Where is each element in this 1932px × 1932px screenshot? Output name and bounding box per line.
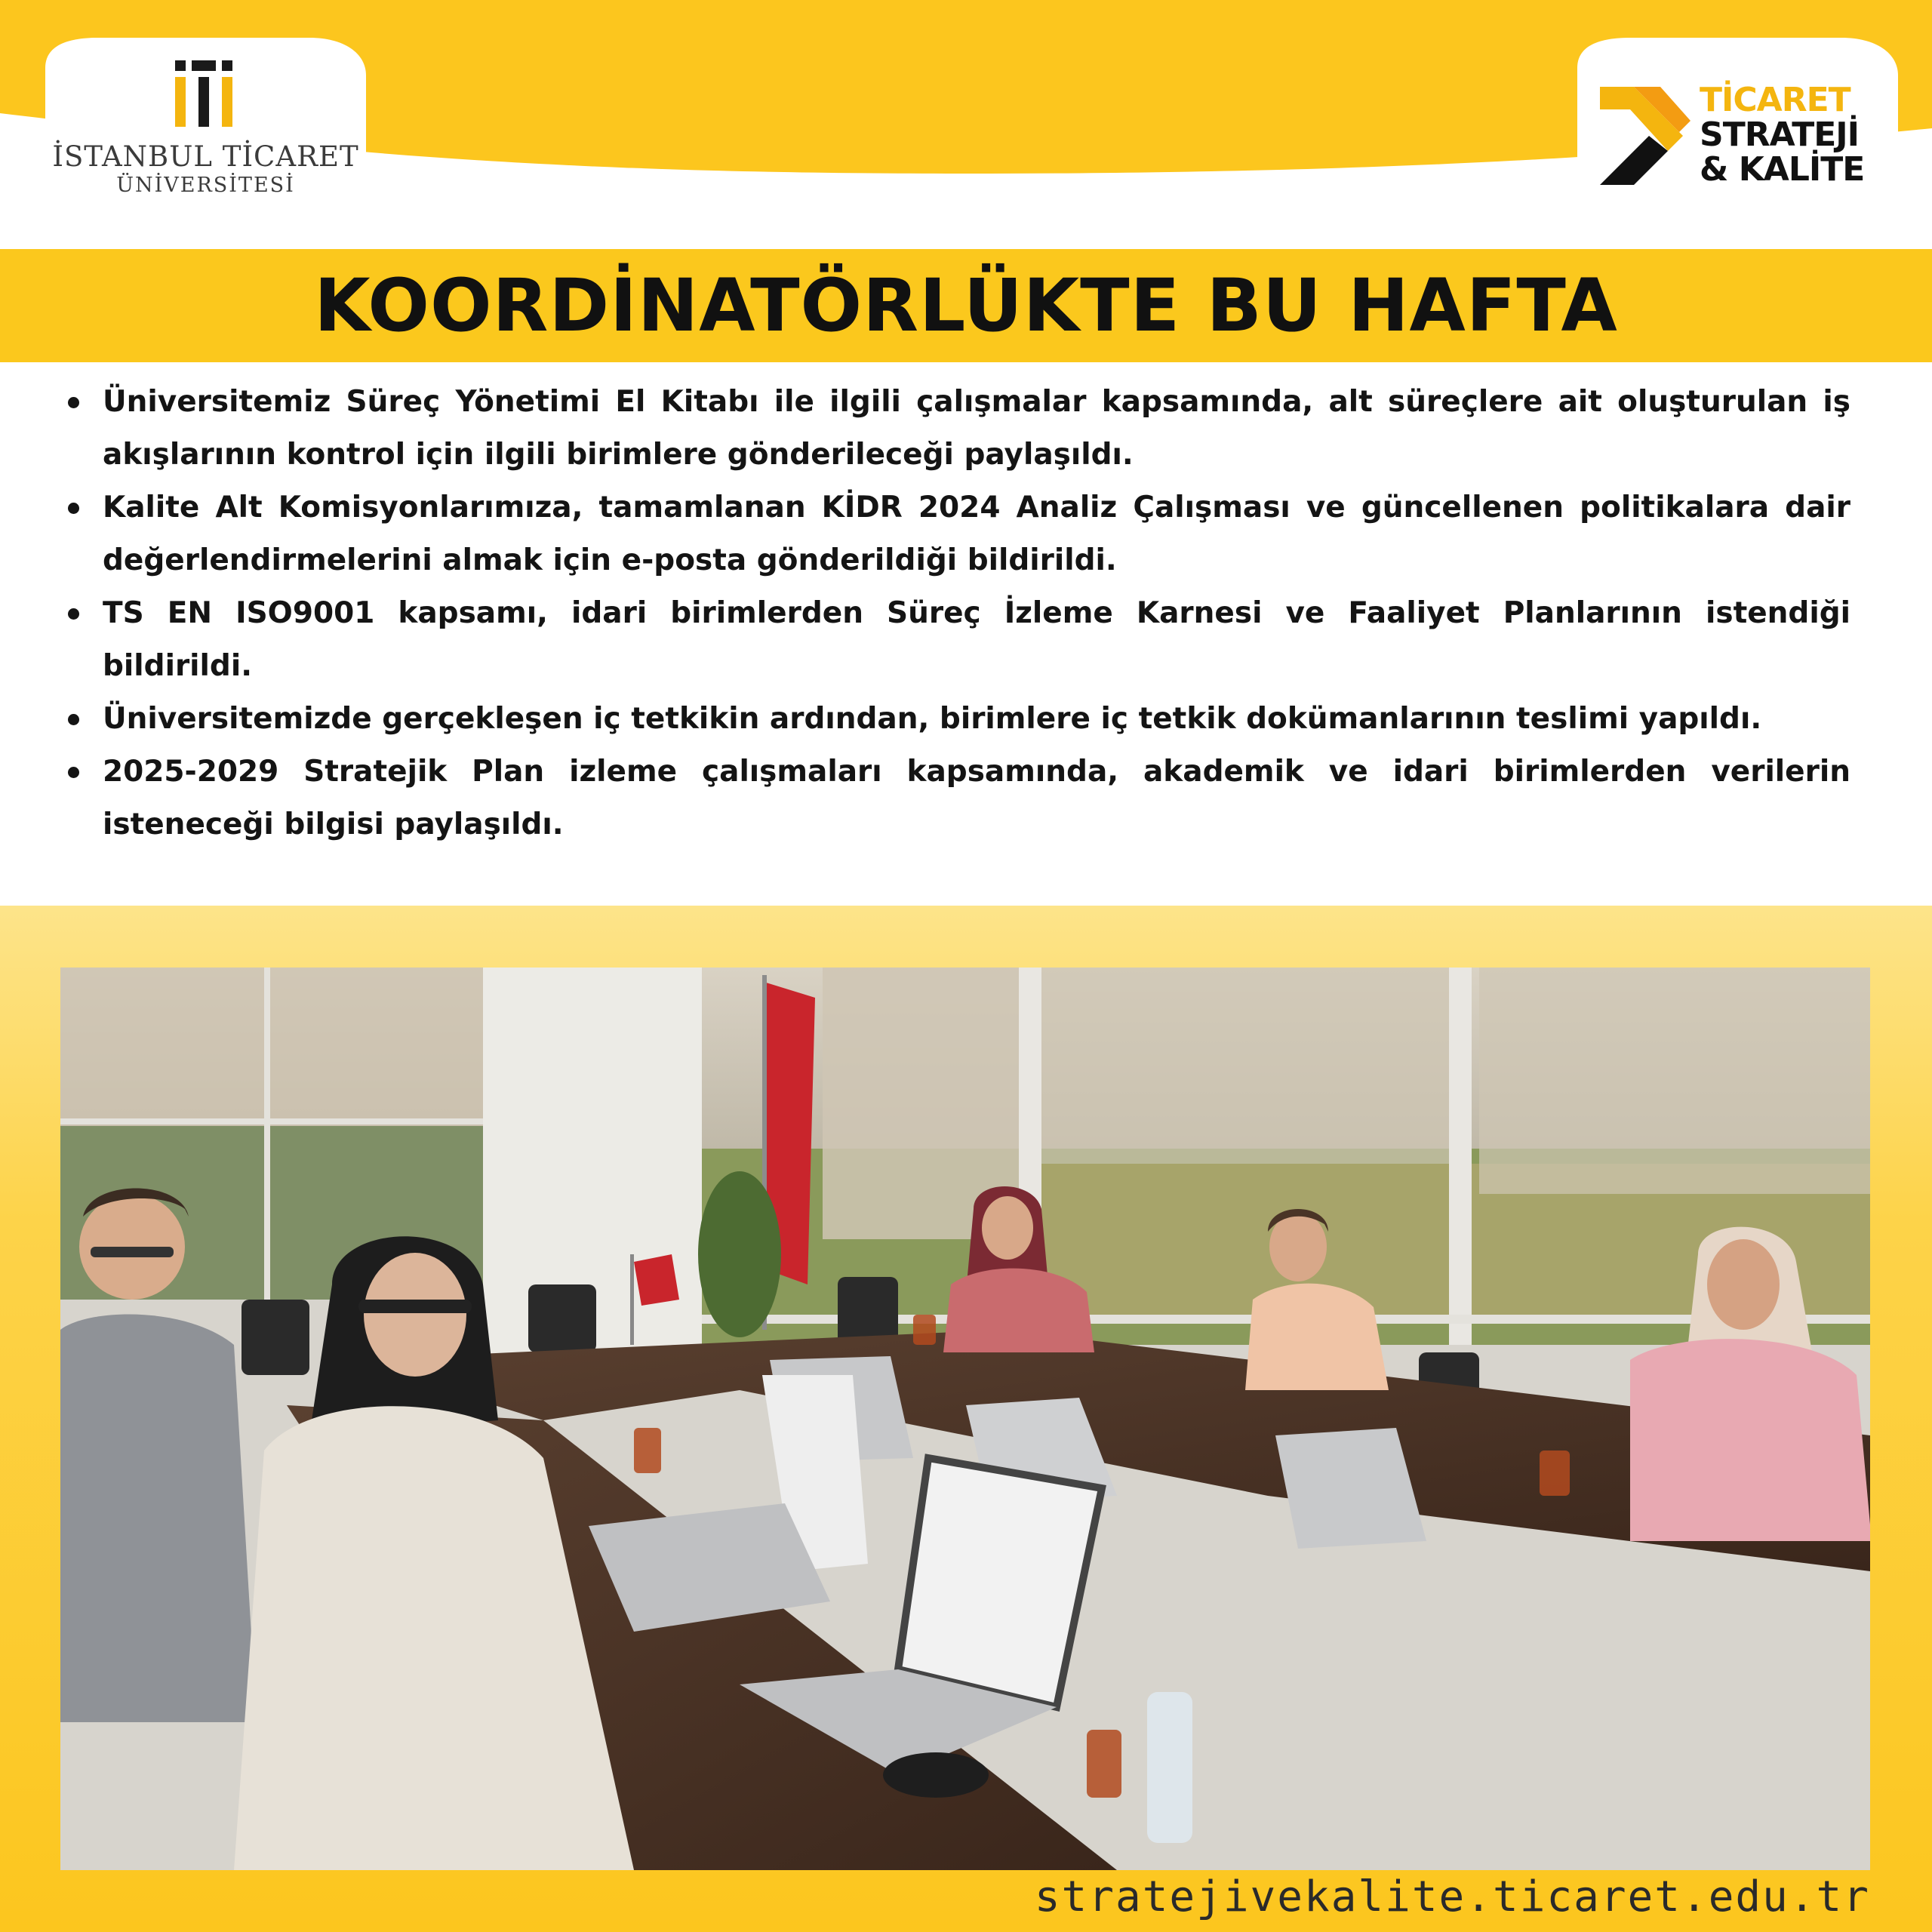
news-bullet: TS EN ISO9001 kapsamı, idari birimlerden Süreç İzleme Karnesi ve Faaliyet Planlarının istendiği bildirildi. — [60, 587, 1850, 693]
meeting-photo — [60, 968, 1870, 1870]
university-name-line2: ÜNİVERSİTESİ — [116, 174, 295, 197]
news-bullet: Kalite Alt Komisyonlarımıza, tamamlanan KİDR 2024 Analiz Çalışması ve güncellenen politikalara dair değerlendirmelerini almak için e-posta gönderildiği bildirildi. — [60, 481, 1850, 587]
title-band — [0, 249, 1932, 362]
chevron-logo-icon — [1600, 87, 1690, 185]
university-name-line1: İSTANBUL TİCARET — [52, 140, 359, 173]
news-bullet-list — [60, 376, 1850, 851]
university-logo — [45, 53, 366, 226]
news-bullet: Üniversitemiz Süreç Yönetimi El Kitabı ile ilgili çalışmalar kapsamında, alt süreçlere ait oluşturulan iş akışlarının kontrol için ilgili birimlere gönderileceği paylaşıldı. — [60, 376, 1850, 481]
meeting-photo-illustration — [60, 968, 1870, 1870]
unit-logo-line1: TİCARET — [1700, 81, 1850, 119]
iti-logo-icon — [174, 59, 234, 128]
news-bullet: Üniversitemizde gerçekleşen iç tetkikin ardından, birimlere iç tetkik dokümanlarının teslimi yapıldı. — [60, 693, 1850, 746]
page-title: KOORDİNATÖRLÜKTE BU HAFTA — [314, 263, 1618, 348]
news-bullet: 2025-2029 Stratejik Plan izleme çalışmaları kapsamında, akademik ve idari birimlerden verilerin isteneceği bilgisi paylaşıldı. — [60, 746, 1850, 851]
header — [0, 0, 1932, 249]
website-url: stratejivekalite.ticaret.edu.tr — [1034, 1872, 1870, 1921]
strategy-quality-logo — [1577, 53, 1902, 219]
unit-logo-line2: STRATEJİ — [1700, 115, 1860, 154]
unit-logo-line3: & KALİTE — [1700, 150, 1865, 189]
